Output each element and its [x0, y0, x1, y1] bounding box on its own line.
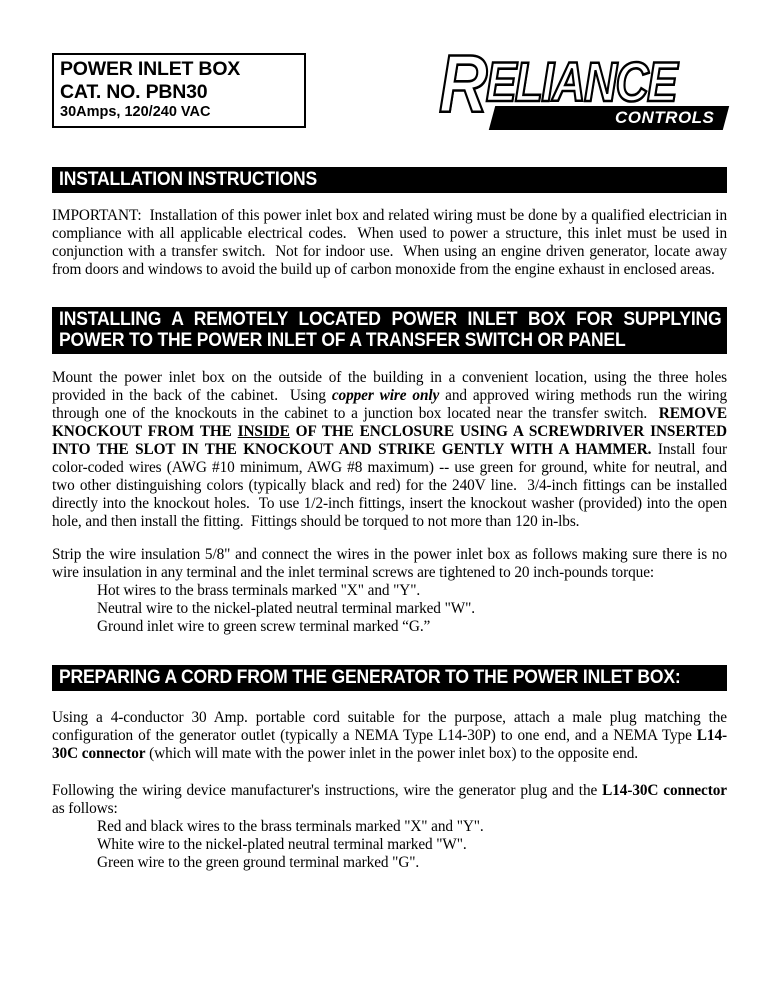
wiring-item-red-black: Red and black wires to the brass terminals marked "X" and "Y".: [97, 818, 484, 835]
text-run: as follows:: [52, 782, 731, 817]
text-run-hammer: OF THE ENCLOSURE USING A SCREWDRIVER INSERTED INTO THE SLOT IN THE KNOCKOUT AND STRIKE GENTLY WITH A HAMMER.: [52, 423, 731, 458]
logo-letter-r: R: [439, 39, 486, 130]
paragraph-important: IMPORTANT: Installation of this power inlet box and related wiring must be done by a qualified electrician in compliance with all applicable electrical codes. When used to power a structure, this inlet must be used in conjunction with a transfer switch. Not for indoor use. When using an engine driven generator, locate away from doors and windows to avoid the build up of carbon monoxide from the engine exhaust in enclosed areas.: [52, 207, 731, 278]
reliance-controls-logo: [439, 39, 727, 131]
text-run-copper-wire-only: copper wire only: [331, 387, 440, 404]
text-run: (which will mate with the power inlet in the power inlet box) to the opposite end.: [145, 745, 638, 762]
product-title: POWER INLET BOX: [60, 58, 241, 80]
section-bar-line2: POWER TO THE POWER INLET OF A TRANSFER SWITCH OR PANEL: [59, 329, 626, 351]
text-run: Following the wiring device manufacturer's instructions, wire the generator plug and the: [52, 782, 603, 799]
section-bar-line1: INSTALLING A REMOTELY LOCATED POWER INLET BOX FOR SUPPLYING: [59, 308, 722, 330]
section-bar-preparing-cord: [52, 665, 727, 691]
paragraph-strip-wires: [52, 546, 731, 636]
text-run-l14-30c: L14-30C connector: [52, 727, 727, 762]
controls-banner-text: CONTROLS: [614, 108, 714, 127]
section-bar-installation-instructions: [52, 167, 727, 193]
paragraph-mount: [52, 369, 731, 531]
product-info-box: [52, 53, 306, 128]
paragraph-cord: [52, 709, 731, 763]
product-rating: 30Amps, 120/240 VAC: [60, 104, 211, 120]
section-bar-installing-remote-inlet: [52, 307, 727, 354]
section-bar-text: PREPARING A CORD FROM THE GENERATOR TO THE POWER INLET BOX:: [59, 666, 681, 688]
text-run: Using a 4-conductor 30 Amp. portable cord suitable for the purpose, attach a male plug matching the configuration of the generator outlet (typically a NEMA Type L14-30P) to one end, and a NEMA Type: [52, 709, 731, 744]
wiring-item-white: White wire to the nickel-plated neutral terminal marked "W".: [97, 836, 467, 853]
logo-wordmark-rest: ELIANCE: [485, 50, 676, 113]
text-run: and approved wiring methods run the wiring through one of the knockouts in the cabinet to a junction box located near the transfer switch.: [52, 387, 731, 422]
wiring-item-ground: Ground inlet wire to green screw terminal marked “G.”: [97, 618, 431, 635]
text-run-inside-underlined: INSIDE: [237, 423, 290, 440]
product-catalog-number: CAT. NO. PBN30: [60, 81, 208, 103]
strip-intro-text: Strip the wire insulation 5/8" and connect the wires in the power inlet box as follows making sure there is no wire insulation in any terminal and the inlet terminal screws are tightened to 20 inch-pounds torque:: [52, 546, 731, 581]
section-bar-text: INSTALLATION INSTRUCTIONS: [59, 168, 318, 190]
text-run-remove-knockout: REMOVE KNOCKOUT FROM THE: [52, 405, 731, 440]
wiring-item-hot: Hot wires to the brass terminals marked "X" and "Y".: [97, 582, 421, 599]
text-run: Install four color-coded wires (AWG #10 minimum, AWG #8 maximum) -- use green for ground, white for neutral, and two other distinguishing colors (typically black and red) for the 240V line. 3/4-inch fittings can be installed directly into the knockout holes. To use 1/2-inch fittings, insert the knockout washer (provided) into the open hole, and then install the fitting. Fittings should be torqued to not more than 120 in-lbs.: [52, 441, 731, 530]
text-run: Mount the power inlet box on the outside of the building in a convenient location, using the three holes provided in the back of the cabinet. Using: [52, 369, 731, 404]
paragraph-following: [52, 782, 731, 872]
following-intro-text: [52, 782, 731, 818]
document-header: [52, 39, 727, 131]
wiring-item-green: Green wire to the green ground terminal marked "G".: [97, 854, 420, 871]
wiring-item-neutral: Neutral wire to the nickel-plated neutral terminal marked "W".: [97, 600, 475, 617]
text-run-l14-30c: L14-30C connector: [602, 782, 727, 799]
